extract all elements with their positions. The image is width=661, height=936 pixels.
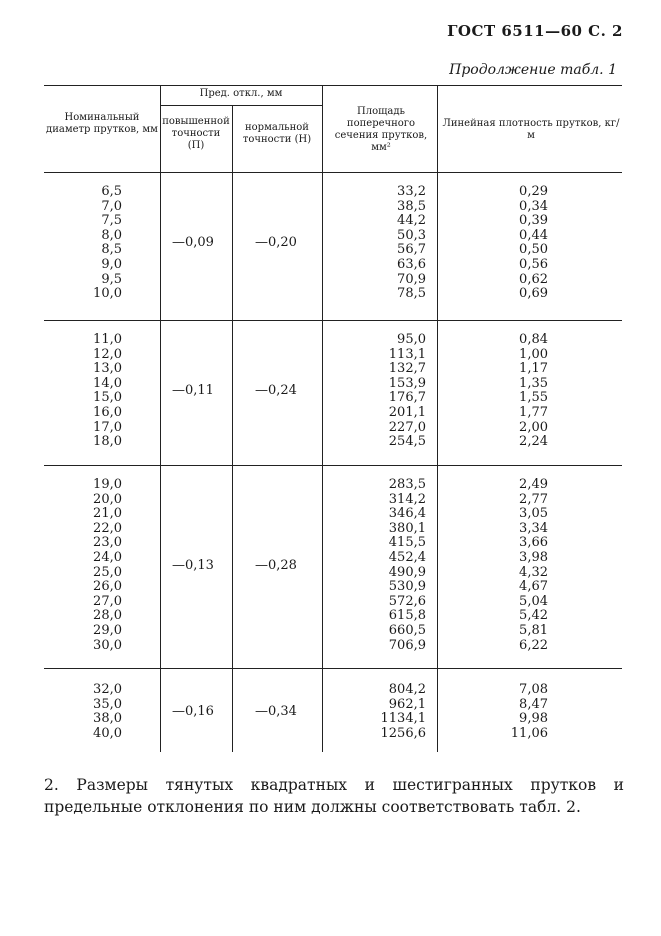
density-cell: 3,34 [519, 520, 548, 536]
header-increased-accuracy: повышенной точности (П) [162, 116, 230, 151]
area-cell: 314,2 [388, 491, 426, 507]
diameter-cell: 7,5 [101, 213, 122, 229]
header-deviation-group: Пред. откл., мм [199, 88, 283, 99]
deviation-p-cell: —0,16 [172, 704, 214, 720]
density-cell: 1,00 [519, 346, 548, 362]
area-cell: 962,1 [388, 696, 426, 712]
document-header: ГОСТ 6511—60 С. 2 [447, 22, 623, 40]
area-cell: 660,5 [388, 622, 426, 638]
area-cell: 415,5 [388, 535, 426, 551]
density-cell: 0,44 [519, 227, 548, 243]
diameter-cell: 16,0 [93, 404, 122, 420]
table-top-rule [44, 85, 622, 86]
diameter-cell: 40,0 [93, 725, 122, 741]
diameter-cell: 19,0 [93, 477, 122, 492]
diameter-cell: 20,0 [93, 491, 122, 507]
diameter-cell: 18,0 [93, 434, 122, 450]
diameter-cell: 23,0 [93, 535, 122, 551]
paragraph-2: 2. Размеры тянутых квадратных и шестигранных прутков и предельные отклонения по ним должны соответствовать табл. 2. [44, 776, 624, 816]
diameter-cell: 28,0 [93, 608, 122, 624]
area-cell: 490,9 [388, 564, 426, 580]
group-separator-rule [44, 465, 622, 466]
area-cell: 153,9 [388, 375, 426, 391]
header-linear-density: Линейная плотность прутков, кг/м [442, 118, 620, 141]
diameter-cell: 8,5 [101, 242, 122, 258]
diameter-cell: 26,0 [93, 579, 122, 595]
group-separator-rule [44, 320, 622, 321]
density-cell: 1,77 [519, 404, 548, 420]
density-cell: 7,08 [519, 682, 548, 697]
density-cell: 0,56 [519, 256, 548, 272]
diameter-cell: 11,0 [93, 332, 122, 347]
density-cell: 3,05 [519, 506, 548, 522]
header-area: Площадь поперечного сечения прутков, мм² [334, 106, 428, 153]
diameter-cell: 38,0 [93, 711, 122, 727]
deviation-n-cell: —0,34 [255, 704, 297, 720]
area-cell: 346,4 [388, 506, 426, 522]
area-cell: 63,6 [397, 256, 426, 272]
density-cell: 0,84 [519, 332, 548, 347]
area-cell: 283,5 [388, 477, 426, 492]
group-separator-rule [44, 668, 622, 669]
diameter-cell: 17,0 [93, 419, 122, 435]
density-cell: 4,32 [519, 564, 548, 580]
diameter-cell: 27,0 [93, 593, 122, 609]
density-cell: 0,39 [519, 213, 548, 229]
diameter-cell: 32,0 [93, 682, 122, 697]
density-cell: 2,49 [519, 477, 548, 492]
deviation-p-cell: —0,13 [172, 557, 214, 573]
density-cell: 3,66 [519, 535, 548, 551]
diameter-cell: 29,0 [93, 622, 122, 638]
deviation-group-rule [160, 105, 322, 106]
density-cell: 1,55 [519, 390, 548, 406]
diameter-cell: 15,0 [93, 390, 122, 406]
table-continuation-label: Продолжение табл. 1 [449, 62, 617, 78]
density-cell: 0,29 [519, 184, 548, 199]
density-cell: 0,50 [519, 242, 548, 258]
diameter-cell: 35,0 [93, 696, 122, 712]
diameter-cell: 6,5 [101, 184, 122, 199]
density-cell: 2,24 [519, 434, 548, 450]
area-cell: 615,8 [388, 608, 426, 624]
density-cell: 0,34 [519, 198, 548, 214]
area-cell: 95,0 [397, 332, 426, 347]
header-bottom-rule [44, 172, 622, 173]
diameter-cell: 14,0 [93, 375, 122, 391]
density-cell: 5,42 [519, 608, 548, 624]
area-cell: 56,7 [397, 242, 426, 258]
diameter-cell: 21,0 [93, 506, 122, 522]
diameter-cell: 9,5 [101, 271, 122, 287]
area-cell: 227,0 [388, 419, 426, 435]
deviation-n-cell: —0,20 [255, 235, 297, 251]
area-cell: 201,1 [388, 404, 426, 420]
header-normal-accuracy: нормальной точности (Н) [242, 122, 312, 145]
area-cell: 572,6 [388, 593, 426, 609]
diameter-cell: 30,0 [93, 637, 122, 653]
area-cell: 1256,6 [380, 725, 426, 741]
diameter-cell: 12,0 [93, 346, 122, 362]
diameter-cell: 10,0 [93, 286, 122, 302]
density-cell: 1,35 [519, 375, 548, 391]
density-cell: 2,77 [519, 491, 548, 507]
area-cell: 50,3 [397, 227, 426, 243]
density-cell: 5,04 [519, 593, 548, 609]
diameter-cell: 8,0 [101, 227, 122, 243]
deviation-n-cell: —0,24 [255, 383, 297, 399]
density-cell: 1,17 [519, 361, 548, 377]
area-cell: 804,2 [388, 682, 426, 697]
density-cell: 6,22 [519, 637, 548, 653]
area-cell: 44,2 [397, 213, 426, 229]
area-cell: 113,1 [388, 346, 426, 362]
area-cell: 70,9 [397, 271, 426, 287]
density-cell: 4,67 [519, 579, 548, 595]
density-cell: 11,06 [510, 725, 548, 741]
density-cell: 5,81 [519, 622, 548, 638]
area-cell: 706,9 [388, 637, 426, 653]
area-cell: 132,7 [388, 361, 426, 377]
deviation-n-cell: —0,28 [255, 557, 297, 573]
area-cell: 254,5 [388, 434, 426, 450]
area-cell: 380,1 [388, 520, 426, 536]
density-cell: 0,62 [519, 271, 548, 287]
density-cell: 0,69 [519, 286, 548, 302]
density-cell: 3,98 [519, 549, 548, 565]
deviation-p-cell: —0,11 [172, 383, 214, 399]
density-cell: 2,00 [519, 419, 548, 435]
area-cell: 78,5 [397, 286, 426, 302]
deviation-p-cell: —0,09 [172, 235, 214, 251]
area-cell: 1134,1 [380, 711, 426, 727]
header-diameter: Номинальный диаметр прутков, мм [46, 112, 158, 135]
diameter-cell: 9,0 [101, 256, 122, 272]
diameter-cell: 22,0 [93, 520, 122, 536]
area-cell: 530,9 [388, 579, 426, 595]
area-cell: 33,2 [397, 184, 426, 199]
diameter-cell: 24,0 [93, 549, 122, 565]
area-cell: 38,5 [397, 198, 426, 214]
density-cell: 8,47 [519, 696, 548, 712]
area-cell: 452,4 [388, 549, 426, 565]
diameter-cell: 25,0 [93, 564, 122, 580]
diameter-cell: 13,0 [93, 361, 122, 377]
diameter-cell: 7,0 [101, 198, 122, 214]
area-cell: 176,7 [388, 390, 426, 406]
density-cell: 9,98 [519, 711, 548, 727]
